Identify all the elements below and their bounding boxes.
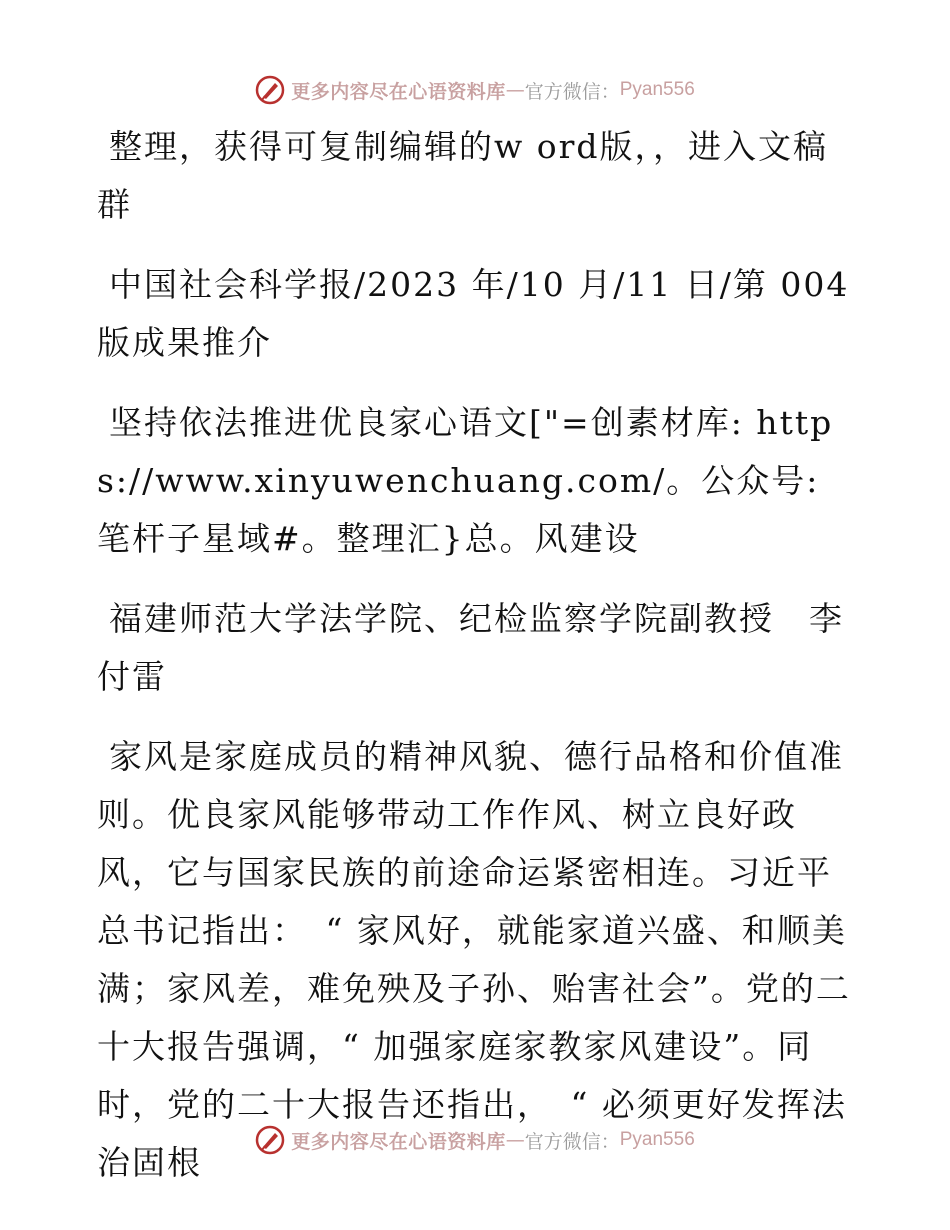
banner-separator: —	[505, 79, 525, 101]
banner-official-label: 官方微信：	[524, 1130, 620, 1153]
paragraph-body: 家风是家庭成员的精神风貌、德行品格和价值准则。优良家风能够带动工作作风、树立良好政风，它与国家民族的前途命运紧密相连。习近平总书记指出： “ 家风好，就能家道兴盛、和顺美满；家风差，难免殃及子孙、贻害社会”。党的二十大报告强调，“ 加强家庭家教家风建设”。同时，党的二十大报告还指出， “ 必须更好发挥法治固根	[97, 737, 851, 1182]
banner-wechat-id: Pyan556	[619, 79, 695, 100]
document-body	[97, 118, 857, 1214]
quill-logo-icon	[255, 75, 285, 105]
paragraph-source: 中国社会科学报/2023 年/10 月/11 日/第 004 版成果推介	[97, 265, 850, 362]
banner-main-text: 更多内容尽在心语资料库	[291, 1130, 506, 1153]
banner-main-text: 更多内容尽在心语资料库	[291, 80, 506, 103]
paragraph-author: 福建师范大学法学院、纪检监察学院副教授 李付雷	[97, 599, 844, 696]
paragraph-note: 整理，获得可复制编辑的w ord版，，进入文稿群	[97, 127, 829, 224]
banner-official-label: 官方微信：	[524, 80, 620, 103]
quill-logo-icon	[255, 1125, 285, 1155]
banner-wechat-id: Pyan556	[619, 1129, 695, 1150]
paragraph-title: 坚持依法推进优良家心语文["=创素材库: https://www.xinyuwenchuang.com/。公众号: 笔杆子星域#。整理汇}总。风建设	[97, 403, 834, 558]
header-banner	[0, 70, 950, 110]
banner-separator: —	[505, 1129, 525, 1151]
footer-banner	[0, 1120, 950, 1160]
